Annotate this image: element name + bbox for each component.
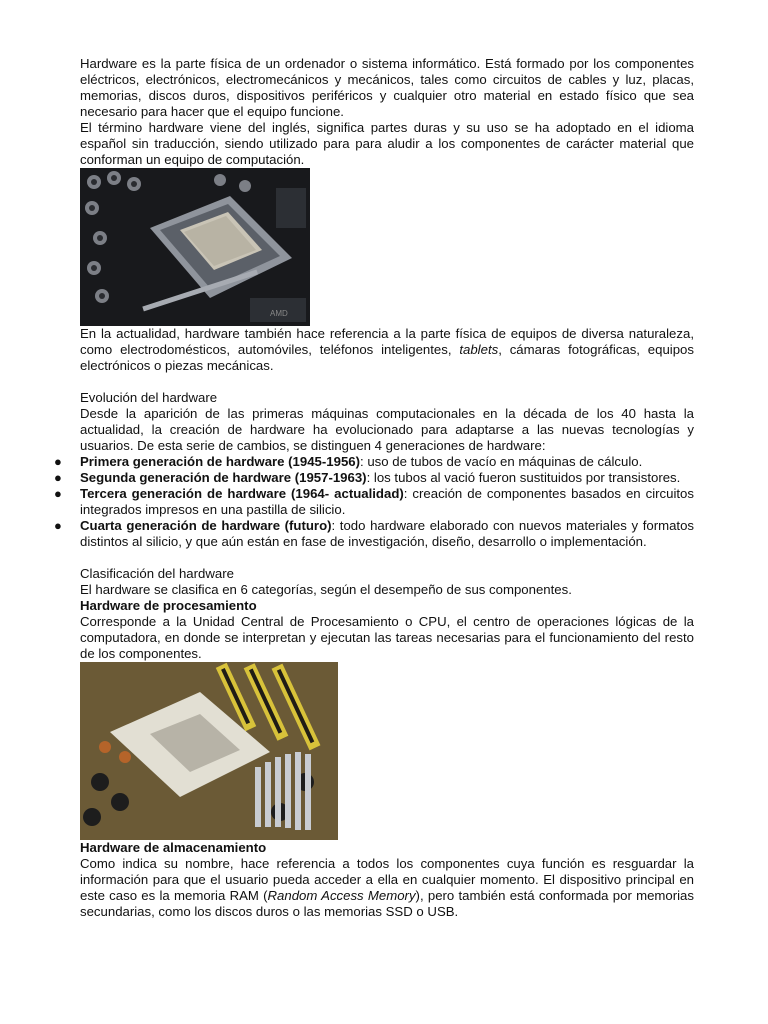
document-page: [54, 56, 694, 920]
processing-heading: Hardware de procesamiento: [80, 598, 257, 613]
evolution-text: Desde la aparición de las primeras máquinas computacionales en la década de los 40 hasta la actualidad, la creación de hardware ha evolucionado para adaptarse a las nuevas tecnologías y usuarios. De esta serie de cambios, se distinguen 4 generaciones de hardware:: [80, 406, 694, 453]
classification-text: El hardware se clasifica en 6 categorías, según el desempeño de sus componentes.: [80, 582, 572, 597]
intro-paragraph-2: El término hardware viene del inglés, significa partes duras y su uso se ha adoptado en el idioma español sin traducción, siendo utilizado para para aludir a los componentes de carácter material que conforman un equipo de computación.: [80, 120, 694, 167]
evolution-heading: Evolución del hardware: [80, 390, 218, 405]
list-item: ● Tercera generación de hardware (1964- actualidad): creación de componentes basados en circuitos integrados impresos en una pastilla de silicio.: [54, 486, 694, 517]
processing-text: Corresponde a la Unidad Central de Procesamiento o CPU, el centro de operaciones lógicas de la computadora, en donde se interpretan y ejecutan las tareas necesarias para el funcionamiento del resto de los componentes.: [80, 614, 694, 661]
cpu-socket-photo: [80, 168, 310, 326]
storage-text: Como indica su nombre, hace referencia a todos los componentes cuya función es resguardar la información para que el usuario pueda acceder a ella en cualquier momento. El dispositivo principal en este caso es la memoria RAM (Random Access Memory), pero también está conformada por memorias secundarias, como los discos duros o las memorias SSD o USB.: [80, 856, 694, 919]
classification-heading: Clasificación del hardware: [80, 566, 234, 581]
list-item: ● Segunda generación de hardware (1957-1963): los tubos al vació fueron sustituidos por transistores.: [54, 470, 681, 485]
generations-list: [54, 454, 694, 550]
list-item: ● Cuarta generación de hardware (futuro): todo hardware elaborado con nuevos materiales y formatos distintos al silicio, y que aún están en fase de investigación, diseño, desarrollo o implementación.: [54, 518, 694, 549]
storage-heading: Hardware de almacenamiento: [80, 840, 267, 855]
intro-paragraph-1: Hardware es la parte física de un ordenador o sistema informático. Está formado por los componentes eléctricos, electrónicos, electromecánicos y mecánicos, tales como circuitos de cables y luz, placas, memorias, discos duros, dispositivos periféricos y cualquier otro material en estado físico que sea necesario para hacer que el equipo funcione.: [80, 56, 694, 119]
svg-text:AMD: AMD: [270, 309, 288, 318]
motherboard-cpu-photo: [80, 662, 338, 840]
list-item: ● Primera generación de hardware (1945-1956): uso de tubos de vacío en máquinas de cálculo.: [54, 454, 643, 469]
intro-paragraph-3: En la actualidad, hardware también hace referencia a la parte física de equipos de diversa naturaleza, como electrodomésticos, automóviles, teléfonos inteligentes, tablets, cámaras fotográficas, equipos electrónicos o piezas mecánicas.: [80, 326, 694, 373]
